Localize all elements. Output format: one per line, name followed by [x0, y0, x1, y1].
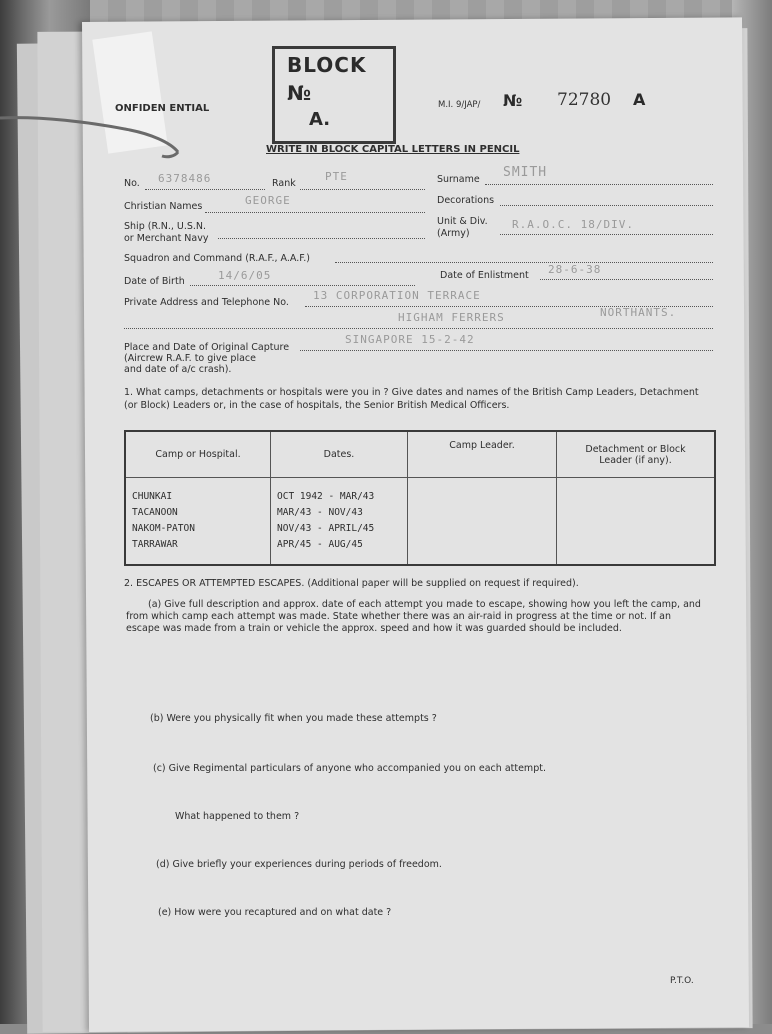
stamp-no: № — [287, 81, 312, 105]
dates-header: Dates. — [271, 431, 408, 478]
capture-label-2: (Aircrew R.A.F. to give place — [124, 353, 256, 364]
dates-list-cell — [271, 478, 408, 566]
camp-list-cell — [125, 478, 271, 566]
q2a-text-3: escape was made from a train or vehicle the approx. speed and how it was guarded should be included. — [126, 623, 622, 634]
capture-value: SINGAPORE 15-2-42 — [345, 333, 475, 346]
capture-label-1: Place and Date of Original Capture — [124, 342, 290, 353]
surname-value: SMITH — [503, 165, 548, 180]
q2c-text: (c) Give Regimental particulars of anyone who accompanied you on each attempt. — [153, 763, 546, 774]
q2a-text-2: from which camp each attempt was made. State whether there was an air-raid in progress at the time or not. If an — [126, 611, 672, 622]
dob-label: Date of Birth — [124, 276, 185, 287]
address-line-1: 13 CORPORATION TERRACE — [313, 289, 481, 302]
unit-label-1: Unit & Div. — [437, 216, 488, 227]
service-number-value: 6378486 — [158, 172, 212, 185]
dob-value: 14/6/05 — [218, 269, 272, 282]
q2a-text-1: (a) Give full description and approx. date of each attempt you made to escape, showing how you left the camp, and — [148, 599, 701, 610]
address-label: Private Address and Telephone No. — [124, 297, 289, 308]
ship-label-2: or Merchant Navy — [124, 233, 209, 244]
q1-text-1: 1. What camps, detachments or hospitals were you in ? Give dates and names of the British Camp Leaders, Detachment — [124, 387, 699, 398]
stamp-block: BLOCK — [287, 53, 367, 77]
decorations-label: Decorations — [437, 195, 495, 206]
camp-entry: NAKOM-PATON — [132, 523, 195, 534]
pto-label: P.T.O. — [670, 976, 694, 986]
q2d-text: (d) Give briefly your experiences during periods of freedom. — [156, 859, 442, 870]
block-stamp — [272, 46, 396, 144]
detachment-header: Detachment or Block Leader (if any). — [557, 431, 716, 478]
date-entry: APR/45 - AUG/45 — [277, 539, 363, 550]
camp-table — [124, 430, 716, 566]
christian-names-value: GEORGE — [245, 194, 291, 207]
surname-label: Surname — [437, 174, 480, 185]
form-code: M.I. 9/JAP/ — [438, 100, 481, 110]
rank-label: Rank — [272, 178, 296, 189]
enlistment-label: Date of Enlistment — [440, 270, 529, 281]
unit-value: R.A.O.C. 18/DIV. — [512, 218, 634, 231]
christian-names-label: Christian Names — [124, 201, 203, 212]
camp-entry: CHUNKAI — [132, 491, 173, 502]
address-line-2: HIGHAM FERRERS — [398, 311, 505, 324]
detachment-cell — [557, 478, 716, 566]
q2e-text: (e) How were you recaptured and on what date ? — [158, 907, 392, 918]
rank-value: PTE — [325, 170, 348, 183]
camp-leader-header: Camp Leader. — [408, 431, 557, 478]
squadron-label: Squadron and Command (R.A.F., A.A.F.) — [124, 253, 310, 264]
unit-label-2: (Army) — [437, 228, 470, 239]
date-entry: NOV/43 - APRIL/45 — [277, 523, 375, 534]
camp-header: Camp or Hospital. — [125, 431, 271, 478]
camp-leader-cell — [408, 478, 557, 566]
ship-label-1: Ship (R.N., U.S.N. — [124, 221, 207, 232]
q1-text-2: (or Block) Leaders or, in the case of hospitals, the Senior British Medical Officers. — [124, 400, 510, 411]
date-entry: MAR/43 - NOV/43 — [277, 507, 363, 518]
no-label: No. — [124, 178, 140, 189]
stamp-letter: A. — [309, 109, 331, 130]
confidential-label: ONFIDEN ENTIAL — [115, 103, 210, 114]
pencil-instruction: WRITE IN BLOCK CAPITAL LETTERS IN PENCIL — [266, 144, 520, 155]
capture-label-3: and date of a/c crash). — [124, 364, 232, 375]
form-number: 72780 — [557, 90, 612, 110]
form-suffix: A — [633, 90, 646, 109]
date-entry: OCT 1942 - MAR/43 — [277, 491, 375, 502]
binding-string — [0, 112, 185, 172]
camp-entry: TACANOON — [132, 507, 178, 518]
camp-entry: TARRAWAR — [132, 539, 178, 550]
enlistment-value: 28-6-38 — [548, 263, 602, 276]
address-county: NORTHANTS. — [600, 306, 677, 319]
q2c-followup: What happened to them ? — [175, 811, 300, 822]
q2-heading: 2. ESCAPES OR ATTEMPTED ESCAPES. (Additional paper will be supplied on request if required). — [124, 578, 579, 589]
q2b-text: (b) Were you physically fit when you made these attempts ? — [150, 713, 437, 724]
form-no-label: № — [503, 91, 523, 110]
